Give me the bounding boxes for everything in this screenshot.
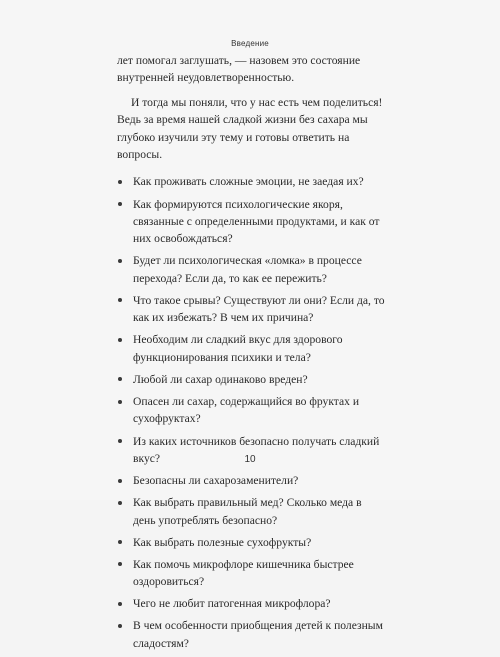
bullet-icon (118, 338, 122, 342)
bullet-icon (118, 259, 122, 263)
list-item: Безопасны ли сахарозаменители? (117, 472, 385, 489)
body-text (117, 52, 385, 657)
bullet-icon (118, 501, 122, 505)
bullet-icon (118, 202, 122, 206)
list-item: Как проживать сложные эмоции, не заедая их? (117, 173, 385, 190)
bullet-icon (118, 400, 122, 404)
list-item: Как выбрать правильный мед? Сколько меда в день употреблять безопасно? (117, 494, 385, 529)
list-item: Из каких источников безопасно получать сладкий вкус? (117, 433, 385, 468)
list-item: Чего не любит патогенная микрофлора? (117, 595, 385, 612)
list-item: Опасен ли сахар, содержащийся во фруктах и сухофруктах? (117, 393, 385, 428)
list-item: Как помочь микрофлоре кишечника быстрее оздоровиться? (117, 556, 385, 591)
list-item: Как формируются психологические якоря, связанные с определенными продуктами, и как от них освобождаться? (117, 196, 385, 248)
list-item: Как выбрать полезные сухофрукты? (117, 534, 385, 551)
page-number: 10 (244, 454, 256, 465)
list-item: В чем особенности приобщения детей к полезным сладостям? (117, 617, 385, 652)
bullet-icon (118, 540, 122, 544)
bullet-icon (118, 624, 122, 628)
list-item: Что такое срывы? Существуют ли они? Если да, то как их избежать? В чем их причина? (117, 292, 385, 327)
bullet-icon (118, 562, 122, 566)
list-item: Необходим ли сладкий вкус для здорового функционирования психики и тела? (117, 331, 385, 366)
running-head: Введение (231, 39, 269, 48)
paragraph-intro: И тогда мы поняли, что у нас есть чем поделиться! Ведь за время нашей сладкой жизни без сахара мы глубоко изучили эту тему и готовы ответить на вопросы. (117, 95, 383, 162)
bullet-icon (118, 439, 122, 443)
bullet-icon (118, 479, 122, 483)
bullet-icon (118, 377, 122, 381)
paragraph-continuation: лет помогал заглушать, — назовем это состояние внутренней неудовлетворенностью. (117, 54, 361, 85)
questions-list (117, 173, 385, 652)
bullet-icon (118, 180, 122, 184)
list-item: Любой ли сахар одинаково вреден? (117, 371, 385, 388)
bullet-icon (118, 298, 122, 302)
bullet-icon (118, 602, 122, 606)
list-item: Будет ли психологическая «ломка» в процессе перехода? Если да, то как ее пережить? (117, 252, 385, 287)
